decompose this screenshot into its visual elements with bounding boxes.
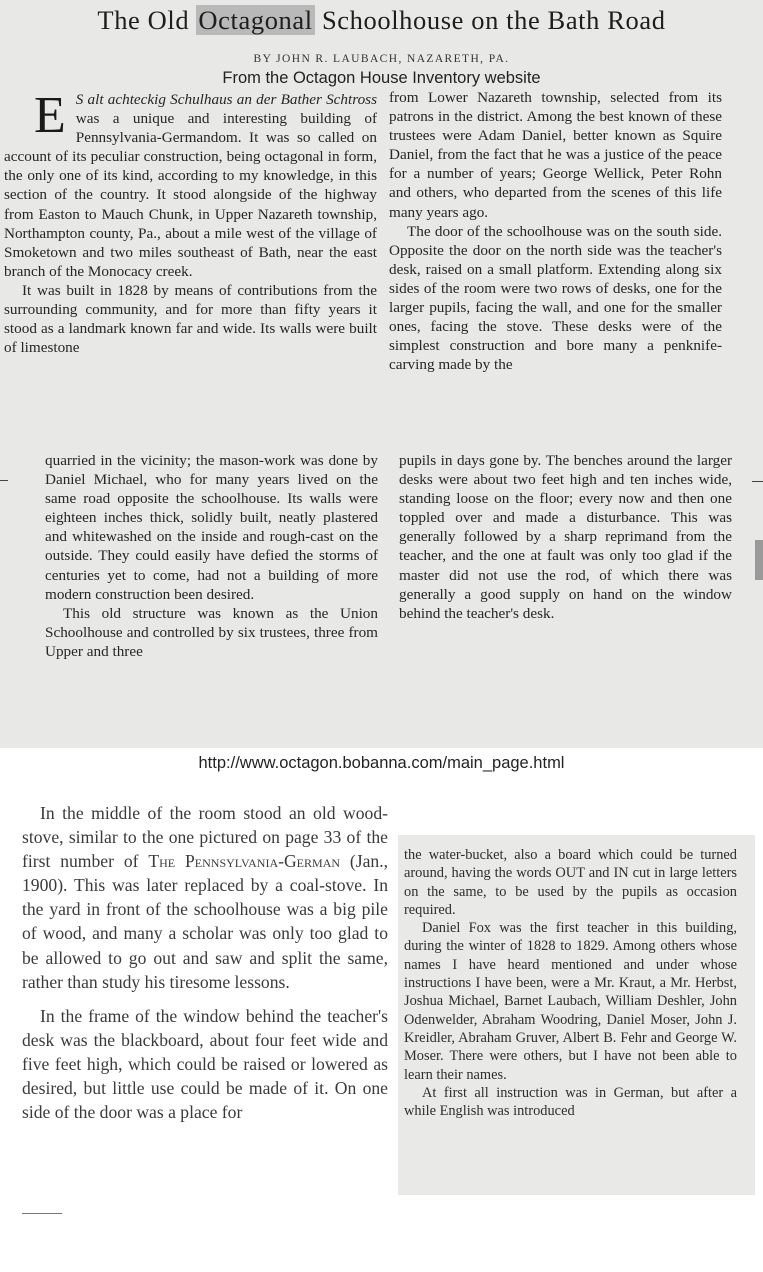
overlay-caption: From the Octagon House Inventory website	[222, 69, 541, 87]
journal-title: The Pennsylvania-German	[148, 851, 341, 872]
paragraph: It was built in 1828 by means of contributions from the surrounding community, and for more than fifty years it stood as a landmark known far and wide. Its walls were built of limestone	[4, 281, 377, 357]
scan-edge-mark	[752, 481, 763, 482]
paragraph: In the frame of the window behind the teacher's desk was the blackboard, about four feet wide and five feet high, which could be raised or lowered as desired, but little use could be made of it. On one side of the door was a place for	[22, 1005, 388, 1123]
column-2-bottom	[399, 451, 732, 623]
paragraph: At first all instruction was in German, but after a while English was introduced	[404, 1084, 737, 1120]
scan-edge-mark	[0, 480, 8, 481]
paragraph	[22, 801, 388, 994]
url-caption: http://www.octagon.bobanna.com/main_page.html	[198, 754, 565, 772]
paragraph-text: was a unique and interesting building of Pennsylvania-Germandom. It was so called on account of its peculiar construction, being octagonal in form, the only one of its kind, according to my knowledge, in this section of the country. It stood alongside of the highway from Easton to Mauch Chunk, in Upper Nazareth township, Northampton county, Pa., about a mile west of the village of Smoketown and two miles southeast of Bath, near the east branch of the Monocacy creek.	[4, 110, 377, 280]
column-1-bottom	[45, 451, 378, 661]
paragraph: Daniel Fox was the first teacher in this building, during the winter of 1828 to 1829. Among others whose names I have heard mentioned and under whose instructions I have been, were a Mr. Kraut, a Mr. Herbst, Joshua Michael, Barnet Laubach, William Deshler, John Odenwelder, Abraham Woodring, Daniel Moser, John J. Kreidler, Abraham Gruver, Albert B. Fehr and George W. Moser. There were others, but I have not been able to learn their names.	[404, 920, 737, 1083]
column-1-top	[4, 87, 377, 357]
paragraph: the water-bucket, also a board which could be turned around, having the words OUT and IN cut in large letters on the same, to be used by the pupils as occasion required.	[404, 847, 737, 918]
bottom-left-column	[22, 801, 388, 1124]
title-after: Schoolhouse on the Bath Road	[314, 5, 666, 35]
paragraph: This old structure was known as the Union Schoolhouse and controlled by six trustees, three from Upper and three	[45, 604, 378, 660]
column-2-top	[389, 88, 722, 374]
paragraph-text: (Jan., 1900). This was later replaced by a coal-stove. In the yard in front of the schoolhouse was a big pile of wood, and many a scholar was only too glad to be allowed to go out and saw and split the same, rather than study his tiresome lessons.	[22, 851, 389, 992]
italic-phrase: S alt achteckig Schulhaus an der Bather Schtross	[75, 91, 377, 108]
scan-edge-bar	[755, 540, 763, 580]
paragraph-text: In the middle of the room stood an old wood-stove, similar to the one pictured on page 33 of the first number of	[22, 803, 388, 872]
title-before: The Old	[97, 5, 197, 35]
footer-rule	[22, 1213, 62, 1214]
drop-cap: E	[34, 87, 66, 144]
article-title	[0, 5, 763, 36]
paragraph: from Lower Nazareth township, selected from its patrons in the district. Among the best known of these trustees were Adam Daniel, better known as Squire Daniel, from the fact that he was a justice of the peace for a number of years; George Wellick, Peter Rohn and others, who departed from the scenes of this life many years ago.	[389, 89, 722, 221]
paragraph: pupils in days gone by. The benches around the larger desks were about two feet high and ten inches wide, standing loose on the floor; every now and then one toppled over and made a disturbance. This was generally followed by a sharp reprimand from the teacher, and the one at fault was only too glad if the master did not use the rod, of which there was generally a good supply on hand on the window behind the teacher's desk.	[399, 452, 732, 622]
title-highlight: Octagonal	[198, 5, 313, 35]
bottom-right-column	[404, 846, 737, 1120]
byline: BY JOHN R. LAUBACH, NAZARETH, PA.	[253, 53, 510, 65]
paragraph: quarried in the vicinity; the mason-work was done by Daniel Michael, who for many years lived on the same road opposite the schoolhouse. Its walls were eighteen inches thick, solidly built, neatly plastered and whitewashed on the inside and rough-cast on the outside. They could easily have defied the storms of centuries yet to come, had not a building of more modern construction been desired.	[45, 452, 378, 603]
paragraph: The door of the schoolhouse was on the south side. Opposite the door on the north side was the teacher's desk, raised on a small platform. Extending along six sides of the room were two rows of desks, one for the larger pupils, facing the wall, and one for the smaller ones, facing the stove. These desks were of the simplest construction and bore many a penknife-carving made by the	[389, 222, 722, 374]
